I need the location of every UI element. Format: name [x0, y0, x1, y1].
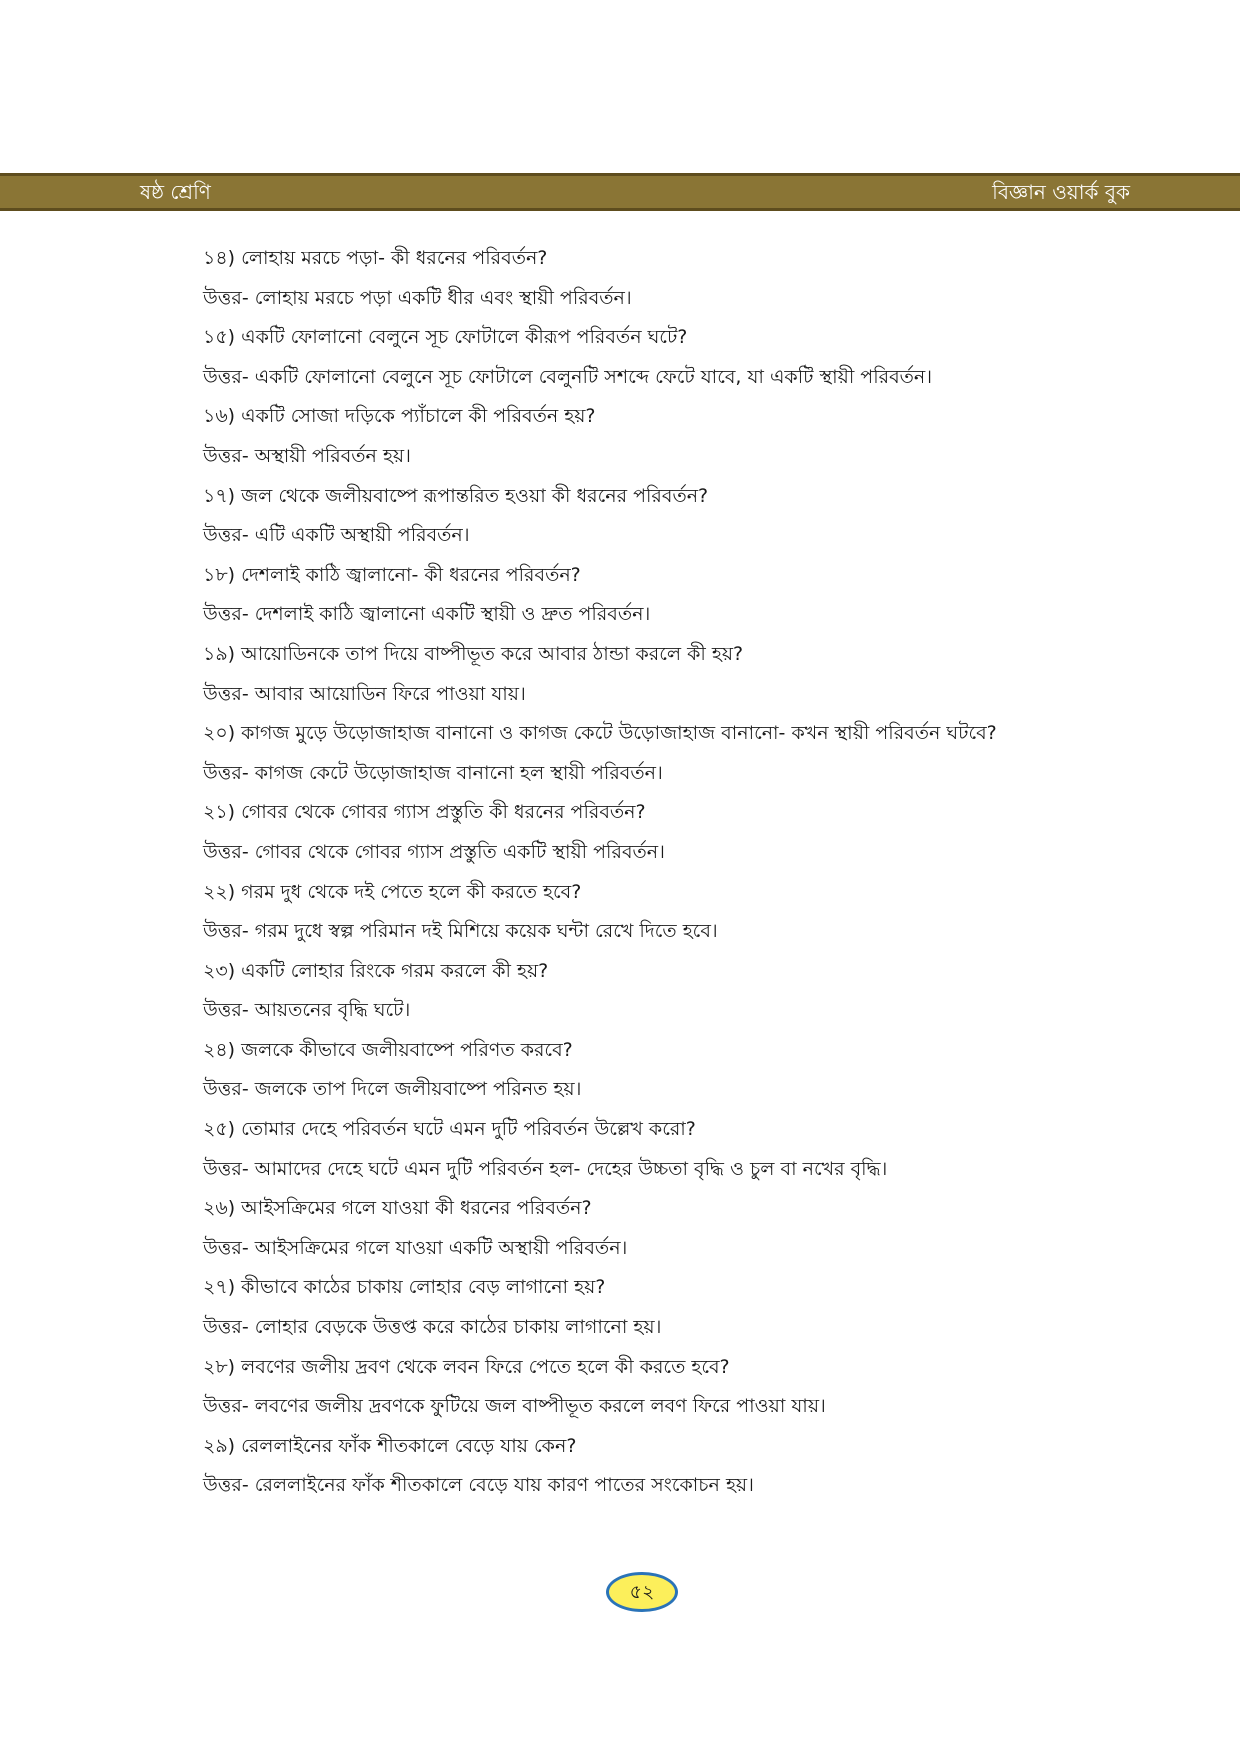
page-number-badge: ৫২ — [606, 1572, 678, 1612]
question-line: ২৮) লবণের জলীয় দ্রবণ থেকে লবন ফিরে পেতে হলে কী করতে হবে? — [203, 1355, 730, 1378]
answer-line: উত্তর- আইসক্রিমের গলে যাওয়া একটি অস্থায়ী পরিবর্তন। — [203, 1236, 628, 1259]
question-line: ২৯) রেললাইনের ফাঁক শীতকালে বেড়ে যায় কেন? — [203, 1434, 577, 1457]
answer-line: উত্তর- গরম দুধে স্বল্প পরিমান দই মিশিয়ে কয়েক ঘন্টা রেখে দিতে হবে। — [203, 920, 718, 943]
answer-line: উত্তর- কাগজ কেটে উড়োজাহাজ বানানো হল স্থায়ী পরিবর্তন। — [203, 761, 663, 784]
question-line: ২২) গরম দুধ থেকে দই পেতে হলে কী করতে হবে? — [203, 880, 582, 903]
answer-line: উত্তর- দেশলাই কাঠি জ্বালানো একটি স্থায়ী ও দ্রুত পরিবর্তন। — [203, 603, 651, 626]
answer-line: উত্তর- এটি একটি অস্থায়ী পরিবর্তন। — [203, 524, 470, 547]
answer-line: উত্তর- আয়তনের বৃদ্ধি ঘটে। — [203, 999, 411, 1022]
answer-line: উত্তর- লোহায় মরচে পড়া একটি ধীর এবং স্থায়ী পরিবর্তন। — [203, 286, 632, 309]
answer-line: উত্তর- রেললাইনের ফাঁক শীতকালে বেড়ে যায় কারণ পাতের সংকোচন হয়। — [203, 1474, 754, 1497]
question-answer-list — [203, 243, 1203, 1510]
answer-line: উত্তর- জলকে তাপ দিলে জলীয়বাষ্পে পরিনত হয়। — [203, 1078, 582, 1101]
question-line: ১৫) একটি ফোলানো বেলুনে সূচ ফোটালে কীরূপ পরিবর্তন ঘটে? — [203, 326, 688, 349]
question-line: ২৭) কীভাবে কাঠের চাকায় লোহার বেড় লাগানো হয়? — [203, 1276, 606, 1299]
question-line: ২৩) একটি লোহার রিংকে গরম করলে কী হয়? — [203, 959, 549, 982]
class-label: ষষ্ঠ শ্রেণি — [140, 180, 211, 204]
answer-line: উত্তর- আবার আয়োডিন ফিরে পাওয়া যায়। — [203, 682, 526, 705]
header-band — [0, 173, 1240, 211]
question-line: ২৬) আইসক্রিমের গলে যাওয়া কী ধরনের পরিবর্তন? — [203, 1197, 592, 1220]
answer-line: উত্তর- আমাদের দেহে ঘটে এমন দুটি পরিবর্তন হল- দেহের উচ্চতা বৃদ্ধি ও চুল বা নখের বৃদ্ধি। — [203, 1157, 888, 1180]
book-title: বিজ্ঞান ওয়ার্ক বুক — [992, 180, 1130, 204]
answer-line: উত্তর- একটি ফোলানো বেলুনে সূচ ফোটালে বেলুনটি সশব্দে ফেটে যাবে, যা একটি স্থায়ী পরিবর্তন। — [203, 365, 933, 388]
question-line: ২৫) তোমার দেহে পরিবর্তন ঘটে এমন দুটি পরিবর্তন উল্লেখ করো? — [203, 1118, 696, 1141]
question-line: ২০) কাগজ মুড়ে উড়োজাহাজ বানানো ও কাগজ কেটে উড়োজাহাজ বানানো- কখন স্থায়ী পরিবর্তন ঘটবে? — [203, 722, 997, 745]
answer-line: উত্তর- অস্থায়ী পরিবর্তন হয়। — [203, 444, 411, 467]
question-line: ২১) গোবর থেকে গোবর গ্যাস প্রস্তুতি কী ধরনের পরিবর্তন? — [203, 801, 646, 824]
question-line: ১৯) আয়োডিনকে তাপ দিয়ে বাষ্পীভূত করে আবার ঠান্ডা করলে কী হয়? — [203, 642, 744, 665]
question-line: ১৭) জল থেকে জলীয়বাষ্পে রূপান্তরিত হওয়া কী ধরনের পরিবর্তন? — [203, 484, 709, 507]
question-line: ১৬) একটি সোজা দড়িকে প্যাঁচালে কী পরিবর্তন হয়? — [203, 405, 596, 428]
answer-line: উত্তর- লবণের জলীয় দ্রবণকে ফুটিয়ে জল বাষ্পীভূত করলে লবণ ফিরে পাওয়া যায়। — [203, 1395, 826, 1418]
answer-line: উত্তর- লোহার বেড়কে উত্তপ্ত করে কাঠের চাকায় লাগানো হয়। — [203, 1316, 662, 1339]
question-line: ২৪) জলকে কীভাবে জলীয়বাষ্পে পরিণত করবে? — [203, 1038, 573, 1061]
answer-line: উত্তর- গোবর থেকে গোবর গ্যাস প্রস্তুতি একটি স্থায়ী পরিবর্তন। — [203, 840, 665, 863]
question-line: ১৮) দেশলাই কাঠি জ্বালানো- কী ধরনের পরিবর্তন? — [203, 563, 581, 586]
question-line: ১৪) লোহায় মরচে পড়া- কী ধরনের পরিবর্তন? — [203, 247, 548, 269]
